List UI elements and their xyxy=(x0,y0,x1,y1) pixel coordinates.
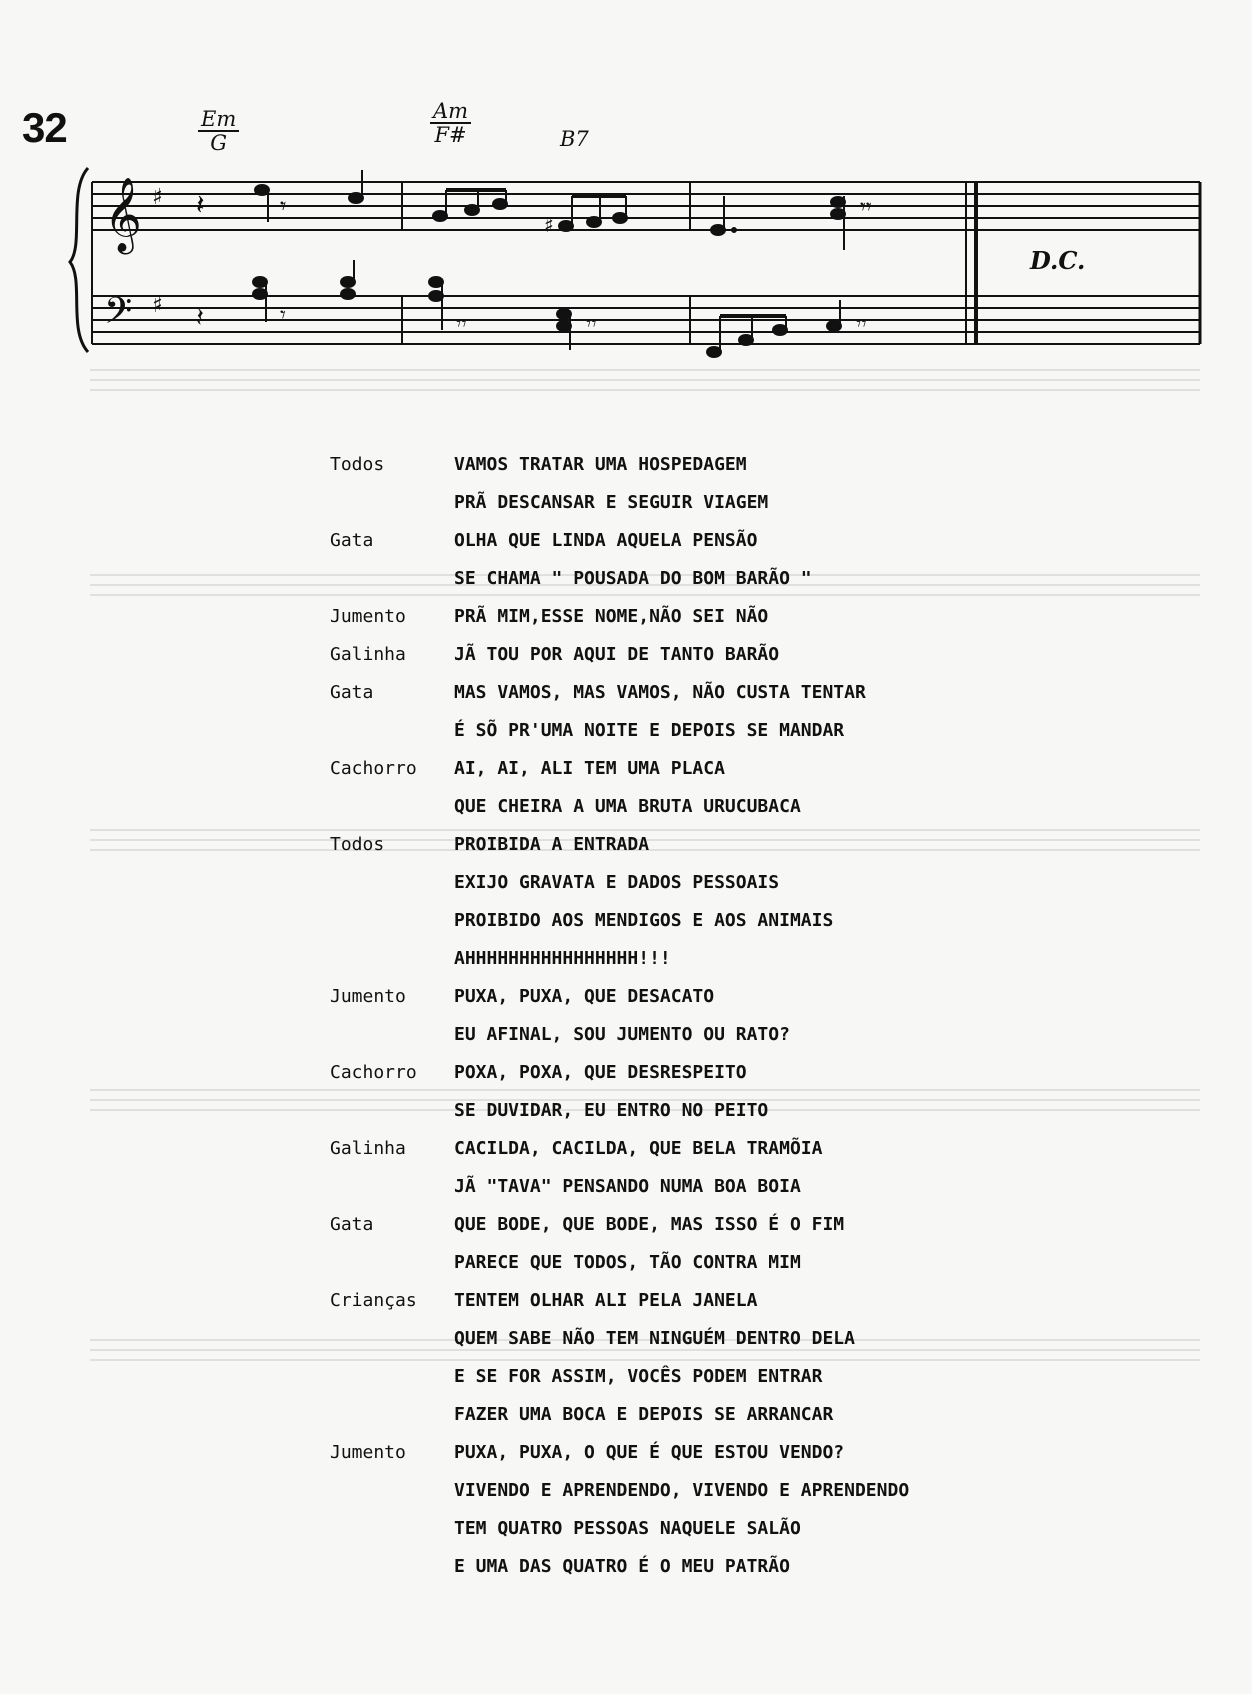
svg-text:𝄾: 𝄾 xyxy=(280,303,286,328)
lyric-row xyxy=(330,1472,909,1510)
lyrics-block xyxy=(330,446,909,1586)
svg-text:♯: ♯ xyxy=(544,213,554,237)
lyric-row xyxy=(330,1130,909,1168)
lyric-line: POXA, POXA, QUE DESRESPEITO xyxy=(454,1062,747,1083)
svg-text:𝄾𝄾: 𝄾𝄾 xyxy=(856,311,867,335)
lyric-row xyxy=(330,940,909,978)
lyric-line: EXIJO GRAVATA E DADOS PESSOAIS xyxy=(454,872,780,893)
speaker-label xyxy=(330,1548,454,1586)
lyric-line: PARECE QUE TODOS, TÃO CONTRA MIM xyxy=(454,1252,801,1273)
lyric-row xyxy=(330,1016,909,1054)
lyric-line: PUXA, PUXA, O QUE É QUE ESTOU VENDO? xyxy=(454,1442,845,1463)
lyric-line: VAMOS TRATAR UMA HOSPEDAGEM xyxy=(454,454,747,475)
lyric-line: AI, AI, ALI TEM UMA PLACA xyxy=(454,758,725,779)
speaker-label: Jumento xyxy=(330,1442,406,1463)
lyric-row xyxy=(330,1548,909,1586)
grand-staff xyxy=(0,0,1252,360)
lyric-row xyxy=(330,560,909,598)
lyric-row xyxy=(330,1092,909,1130)
speaker-label: Galinha xyxy=(330,1138,406,1159)
lyric-row xyxy=(330,1168,909,1206)
lyric-line: PRÃ DESCANSAR E SEGUIR VIAGEM xyxy=(454,492,769,513)
lyric-line: QUE CHEIRA A UMA BRUTA URUCUBACA xyxy=(454,796,801,817)
lyric-row xyxy=(330,788,909,826)
da-capo-marking: D.C. xyxy=(1030,246,1086,275)
lyric-row xyxy=(330,1396,909,1434)
speaker-label xyxy=(330,1168,454,1206)
lyric-line: QUEM SABE NÃO TEM NINGUÉM DENTRO DELA xyxy=(454,1328,855,1349)
svg-text:𝄾𝄾: 𝄾𝄾 xyxy=(586,311,597,335)
lyric-row xyxy=(330,1358,909,1396)
lyric-line: VIVENDO E APRENDENDO, VIVENDO E APRENDENDO xyxy=(454,1480,910,1501)
chord-numerator: Em xyxy=(198,108,239,132)
lyric-line: É SÕ PR'UMA NOITE E DEPOIS SE MANDAR xyxy=(454,720,845,741)
lyric-row xyxy=(330,826,909,864)
chord-denominator: G xyxy=(210,131,228,155)
lyric-line: E UMA DAS QUATRO É O MEU PATRÃO xyxy=(454,1556,790,1577)
lyric-line: PRÃ MIM,ESSE NOME,NÃO SEI NÃO xyxy=(454,606,769,627)
speaker-label: Gata xyxy=(330,530,374,551)
speaker-label: Todos xyxy=(330,834,385,855)
lyric-row xyxy=(330,636,909,674)
lyric-line: QUE BODE, QUE BODE, MAS ISSO É O FIM xyxy=(454,1214,845,1235)
chord-symbol: B7 xyxy=(560,127,589,151)
lyric-line: OLHA QUE LINDA AQUELA PENSÃO xyxy=(454,530,758,551)
speaker-label: Gata xyxy=(330,682,374,703)
speaker-label xyxy=(330,940,454,978)
lyric-line: PROIBIDA A ENTRADA xyxy=(454,834,650,855)
speaker-label xyxy=(330,1510,454,1548)
svg-text:𝄢: 𝄢 xyxy=(104,290,133,341)
lyric-row xyxy=(330,598,909,636)
lyric-row xyxy=(330,674,909,712)
lyric-row xyxy=(330,1206,909,1244)
svg-text:𝄽: 𝄽 xyxy=(196,188,205,221)
lyric-row xyxy=(330,712,909,750)
lyric-row xyxy=(330,978,909,1016)
lyric-row xyxy=(330,1434,909,1472)
lyric-line: E SE FOR ASSIM, VOCÊS PODEM ENTRAR xyxy=(454,1366,823,1387)
speaker-label xyxy=(330,1244,454,1282)
page-number: 32 xyxy=(22,104,67,151)
speaker-label: Todos xyxy=(330,454,385,475)
lyric-line: EU AFINAL, SOU JUMENTO OU RATO? xyxy=(454,1024,790,1045)
speaker-label xyxy=(330,1092,454,1130)
speaker-label: Galinha xyxy=(330,644,406,665)
svg-text:𝄽: 𝄽 xyxy=(196,303,204,333)
svg-text:♯: ♯ xyxy=(152,185,163,210)
speaker-label xyxy=(330,902,454,940)
svg-text:𝄞: 𝄞 xyxy=(104,178,142,252)
lyric-row xyxy=(330,864,909,902)
speaker-label xyxy=(330,1472,454,1510)
chord-numerator: Am xyxy=(430,100,471,124)
lyric-row xyxy=(330,1320,909,1358)
lyric-line: TENTEM OLHAR ALI PELA JANELA xyxy=(454,1290,758,1311)
lyric-row xyxy=(330,446,909,484)
speaker-label xyxy=(330,1320,454,1358)
speaker-label xyxy=(330,1358,454,1396)
speaker-label xyxy=(330,560,454,598)
speaker-label: Gata xyxy=(330,1214,374,1235)
lyric-line: AHHHHHHHHHHHHHHHH!!! xyxy=(454,948,671,969)
speaker-label: Crianças xyxy=(330,1290,417,1311)
lyric-row xyxy=(330,1510,909,1548)
svg-text:𝄾: 𝄾 xyxy=(280,192,287,220)
lyric-row xyxy=(330,1244,909,1282)
svg-text:♯: ♯ xyxy=(152,293,163,318)
speaker-label xyxy=(330,1396,454,1434)
lyric-row xyxy=(330,1282,909,1320)
lyric-line: JÃ TOU POR AQUI DE TANTO BARÃO xyxy=(454,644,780,665)
lyric-row xyxy=(330,1054,909,1092)
speaker-label xyxy=(330,1016,454,1054)
lyric-line: SE DUVIDAR, EU ENTRO NO PEITO xyxy=(454,1100,769,1121)
lyric-line: FAZER UMA BOCA E DEPOIS SE ARRANCAR xyxy=(454,1404,834,1425)
svg-text:𝄾𝄾: 𝄾𝄾 xyxy=(860,195,872,220)
svg-text:𝄾𝄾: 𝄾𝄾 xyxy=(456,311,467,335)
lyric-row xyxy=(330,902,909,940)
lyric-line: SE CHAMA " POUSADA DO BOM BARÃO " xyxy=(454,568,812,589)
lyric-line: PROIBIDO AOS MENDIGOS E AOS ANIMAIS xyxy=(454,910,834,931)
lyric-line: JÃ "TAVA" PENSANDO NUMA BOA BOIA xyxy=(454,1176,801,1197)
lyric-row xyxy=(330,522,909,560)
lyric-line: MAS VAMOS, MAS VAMOS, NÃO CUSTA TENTAR xyxy=(454,682,866,703)
lyric-line: PUXA, PUXA, QUE DESACATO xyxy=(454,986,715,1007)
speaker-label: Cachorro xyxy=(330,1062,417,1083)
speaker-label: Jumento xyxy=(330,606,406,627)
lyric-line: TEM QUATRO PESSOAS NAQUELE SALÃO xyxy=(454,1518,801,1539)
chord-denominator: F# xyxy=(434,123,467,147)
lyric-row xyxy=(330,484,909,522)
lyric-line: CACILDA, CACILDA, QUE BELA TRAMÕIA xyxy=(454,1138,823,1159)
speaker-label xyxy=(330,788,454,826)
speaker-label xyxy=(330,484,454,522)
speaker-label: Jumento xyxy=(330,986,406,1007)
speaker-label: Cachorro xyxy=(330,758,417,779)
speaker-label xyxy=(330,712,454,750)
speaker-label xyxy=(330,864,454,902)
lyric-row xyxy=(330,750,909,788)
